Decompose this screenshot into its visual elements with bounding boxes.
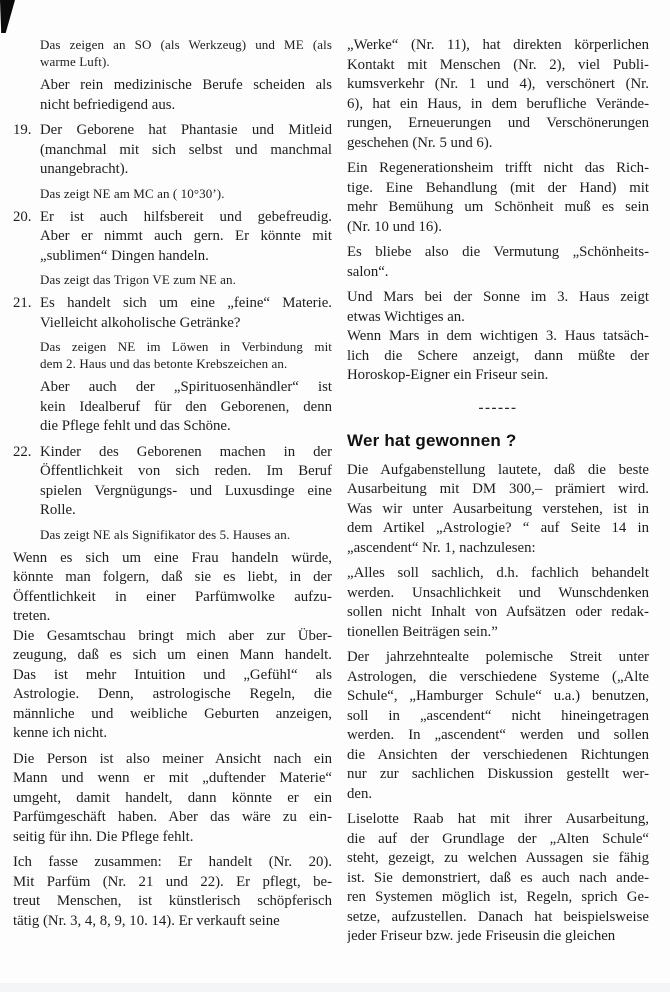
text-line: Parfümgeschäft haben. Aber das wäre zu ein- xyxy=(13,809,332,825)
paragraph xyxy=(13,750,332,848)
text-line: kein Idealberuf für den Geborenen, denn xyxy=(40,398,332,415)
text-line: Der jahrzehntealte polemische Streit unter xyxy=(347,649,649,665)
paragraph xyxy=(40,378,332,437)
text-line: nicht befriedigend aus. xyxy=(40,96,176,113)
text-line: seitig für ihn. Die Pflege fehlt. xyxy=(13,828,194,845)
text-line: die Pflege fehlt und das Schöne. xyxy=(40,418,231,434)
text-line: Die Aufgabenstellung lautete, daß die beste xyxy=(347,461,649,478)
text-line: treut Menschen, ist künstlerisch schöpferisch xyxy=(13,893,332,909)
item-text xyxy=(40,443,332,521)
item-number: 21. xyxy=(13,295,32,311)
annotation xyxy=(40,338,332,372)
text-line: die auf der Grundlage der „Alten Schule“ xyxy=(347,830,649,847)
text-line: (manchmal mit sich selbst und manchmal xyxy=(40,141,332,158)
text-line: jeder Friseur bzw. jede Friseusin die gleichen xyxy=(347,928,616,944)
text-line: Mann und wenn er mit „duftender Materie“ xyxy=(13,770,332,786)
text-line: Die Gesamtschau bringt mich aber zur Über- xyxy=(13,627,332,644)
text-line: tige. Eine Behandlung (mit der Hand) mit xyxy=(347,179,649,196)
text-line: werden. In „ascendent“ werden und sollen xyxy=(347,727,649,743)
paragraph xyxy=(347,461,649,559)
paragraph xyxy=(347,810,649,947)
text-line: „sublimen“ Dingen handeln. xyxy=(40,247,209,264)
item-number: 20. xyxy=(13,208,32,225)
text-line: dem 2. Haus und das betonte Krebszeichen an. xyxy=(40,356,288,371)
text-line: Das zeigt das Trigon VE zum NE an. xyxy=(40,272,236,287)
text-line: Kontakt mit Menschen (Nr. 2), viel Publi- xyxy=(347,56,649,73)
text-line: spielen Vergnügungs- und Luxusdinge eine xyxy=(40,482,332,499)
text-line: Aber er nimmt auch gern. Er könnte mit xyxy=(40,228,332,244)
text-line: Der Geborene hat Phantasie und Mitleid xyxy=(40,122,332,138)
annotation xyxy=(40,526,332,543)
text-line: Ausarbeitung mit DM 300,– prämiert wird. xyxy=(347,481,649,497)
numbered-item xyxy=(13,294,332,333)
text-line: Liselotte Raab hat mit ihrer Ausarbeitung, xyxy=(347,811,649,827)
text-line: Aber auch der „Spirituosenhändler“ ist xyxy=(40,379,332,395)
text-line: Und Mars bei der Sonne im 3. Haus zeigt xyxy=(347,289,649,305)
paragraph xyxy=(347,648,649,804)
item-number: 19. xyxy=(13,122,32,138)
text-line: Astrologie. Denn, astrologische Regeln, die xyxy=(13,686,332,702)
text-line: Das ist mehr Intuition und „Gefühl“ als xyxy=(13,666,332,683)
text-line: dem Artikel „Astrologie? “ auf Seite 14 in xyxy=(347,520,649,536)
text-line: Ein Regenerationsheim trifft nicht das Rich- xyxy=(347,160,649,176)
paragraph xyxy=(347,243,649,282)
text-line: Das zeigt NE am MC an ( 10°30’). xyxy=(40,185,225,201)
text-line: ist. Sie demonstriert, daß es auch nach ande- xyxy=(347,869,649,886)
text-line: Rolle. xyxy=(40,502,76,518)
scan-artifact-top-left xyxy=(0,0,15,33)
text-line: „Alles soll sachlich, d.h. fachlich behandelt xyxy=(347,565,649,581)
right-column xyxy=(347,36,649,947)
section-heading: Wer hat gewonnen ? xyxy=(347,430,517,450)
section-separator: ------ xyxy=(478,399,518,416)
text-line: die Ansichten der verschiedenen Richtungen xyxy=(347,746,649,763)
text-line: tätig (Nr. 3, 4, 8, 9, 10. 14). Er verkauft seine xyxy=(13,912,280,929)
paragraph xyxy=(13,853,332,931)
left-column xyxy=(13,36,332,931)
annotation xyxy=(40,36,332,70)
text-line: (Nr. 10 und 16). xyxy=(347,218,442,235)
text-line: Es handelt sich um eine „feine“ Materie. xyxy=(40,295,332,311)
text-line: geschehen (Nr. 5 und 6). xyxy=(347,134,493,151)
text-line: Das zeigen NE im Löwen in Verbindung mit xyxy=(40,339,332,354)
annotation xyxy=(40,185,332,202)
text-line: umgeht, damit handelt, dann könnte er ein xyxy=(13,789,332,806)
text-line: salon“. xyxy=(347,263,389,280)
paragraph xyxy=(13,549,332,627)
text-line: lich die Schere anzeigt, dann müßte der xyxy=(347,347,649,364)
text-line: Astrologen, die verschiedene Systeme („Alte xyxy=(347,668,649,685)
text-line: Öffentlichkeit von sich reden. Im Beruf xyxy=(40,463,332,479)
numbered-item xyxy=(13,443,332,521)
paragraph xyxy=(347,159,649,237)
text-line: Vielleicht alkoholische Getränke? xyxy=(40,314,241,331)
text-line: Öffentlichkeit in einer Parfümwolke aufzu- xyxy=(13,588,332,605)
text-line: treten. xyxy=(13,608,51,624)
text-line: Schule“, „Hamburger Schule“ u.a.) benutzen, xyxy=(347,688,649,704)
page-bottom-edge xyxy=(0,983,670,992)
paragraph xyxy=(347,288,649,327)
text-line: nur zur sachlichen Diskussion gestellt wer- xyxy=(347,766,649,782)
text-line: Das zeigt NE als Signifikator des 5. Hauses an. xyxy=(40,526,291,542)
text-line: tionellen Beiträgen sein.” xyxy=(347,623,498,640)
numbered-item xyxy=(13,121,332,180)
text-line: Kinder des Geborenen machen in der xyxy=(40,443,332,460)
text-line: zeugung, daß es sich um einen Mann handelt. xyxy=(13,647,332,663)
text-line: Mit Parfüm (Nr. 21 und 22). Er pflegt, be- xyxy=(13,873,332,890)
text-line: setze, aufzustellen. Danach hat beispielsweise xyxy=(347,908,649,925)
text-line: könnte man folgern, daß sie es liebt, in der xyxy=(13,569,332,585)
text-line: Ich fasse zusammen: Er handelt (Nr. 20). xyxy=(13,854,332,870)
text-line: Es bliebe also die Vermutung „Schönheits- xyxy=(347,244,649,260)
text-line: ren Systemen möglich ist, Regeln, sprich Ge- xyxy=(347,889,649,905)
item-text xyxy=(40,294,332,333)
text-line: Was wir unter Ausarbeitung verstehen, ist in xyxy=(347,500,649,517)
text-line: steht, gezeigt, zu welchen Aussagen sie fähig xyxy=(347,850,649,866)
text-line: werden. Unsachlichkeit und Wunschdenken xyxy=(347,584,649,601)
text-line: „ascendent“ Nr. 1, nachzulesen: xyxy=(347,539,536,556)
text-line: soll in „ascendent“ nicht hineingetragen xyxy=(347,707,649,724)
paragraph xyxy=(347,564,649,642)
text-line: Wenn Mars in dem wichtigen 3. Haus tatsäch- xyxy=(347,328,649,344)
item-text xyxy=(40,208,332,267)
text-line: Wenn es sich um eine Frau handeln würde, xyxy=(13,549,332,566)
paragraph xyxy=(13,627,332,744)
text-line: männliche und weibliche Geburten anzeigen, xyxy=(13,705,332,722)
text-line: Die Person ist also meiner Ansicht nach ein xyxy=(13,750,332,767)
text-line: etwas Wichtiges an. xyxy=(347,308,465,325)
text-line: Horoskop-Eigner ein Friseur sein. xyxy=(347,367,549,383)
text-line: den. xyxy=(347,785,373,802)
text-line: Er ist auch hilfsbereit und gebefreudig. xyxy=(40,208,332,225)
text-line: unangebracht). xyxy=(40,161,129,177)
text-line: sollen nicht Inhalt von Aufsätzen oder redak- xyxy=(347,604,649,620)
text-line: rungen, Erneuerungen und Verschönerungen xyxy=(347,115,649,131)
paragraph xyxy=(347,327,649,386)
text-line: kumsverkehr (Nr. 1 und 4), verschönert (Nr. xyxy=(347,76,649,92)
item-text xyxy=(40,121,332,180)
text-line: warme Luft). xyxy=(40,54,110,69)
annotation xyxy=(40,271,332,288)
paragraph xyxy=(347,36,649,153)
text-line: mehr Bemühung um Schönheit muß es sein xyxy=(347,199,649,215)
text-line: Aber rein medizinische Berufe scheiden als xyxy=(40,77,332,93)
text-line: Das zeigen an SO (als Werkzeug) und ME (als xyxy=(40,37,332,52)
text-line: 6), hat ein Haus, in dem berufliche Verände- xyxy=(347,95,649,112)
numbered-item xyxy=(13,208,332,267)
text-line: kenne ich nicht. xyxy=(13,725,108,741)
paragraph xyxy=(40,76,332,115)
text-line: „Werke“ (Nr. 11), hat direkten körperlichen xyxy=(347,37,649,53)
item-number: 22. xyxy=(13,443,32,460)
